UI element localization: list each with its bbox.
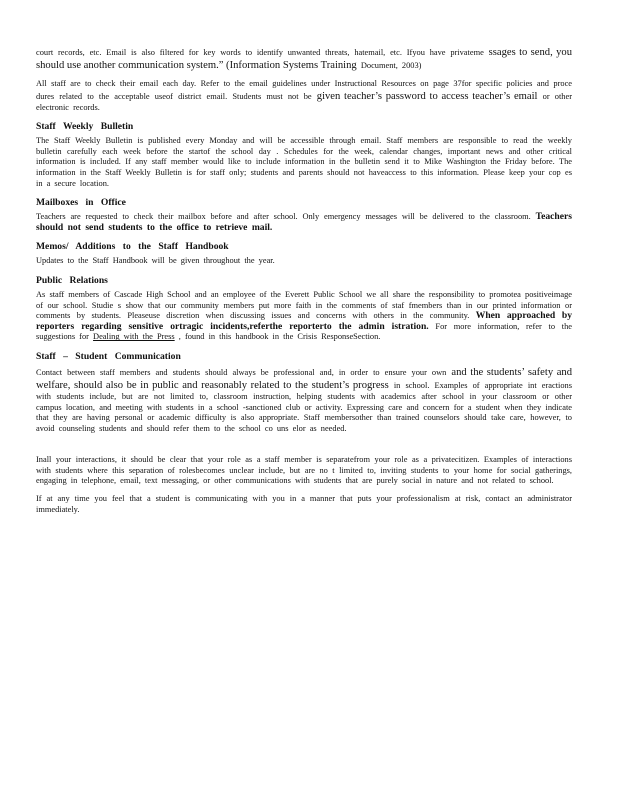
spacer bbox=[36, 441, 572, 455]
comm-text-large: and the students’ safety and welfare, should also be in public and reasonably related to the student’s progress bbox=[36, 366, 573, 391]
heading-memos: Memos/ Additions to the Staff Handbook bbox=[36, 241, 229, 253]
dealing-with-press-link[interactable]: Dealing with the Press bbox=[93, 332, 175, 342]
heading-mailboxes: Mailboxes in Office bbox=[36, 197, 126, 209]
heading-staff-student-communication: Staff – Student Communication bbox=[36, 350, 181, 362]
public-text: As staff members of Cascade High School and an employee of the Everett Public School we all share the responsibility to promotea positiveimage of our school. Studie s show that our community members put more faith in the comments of staf fmembers than in our printed information or comments by students. Pleaseuse discretion when discussing issues and concerns with others in the community. bbox=[36, 289, 572, 321]
comm-text-end: in school. Examples of appropriate int eractions with students include, but are not limited to, classroom instruction, helping students with academics after school in your classroom or other campus location, and meeting with students in a school -sanctioned club or activity. Expressing care and concern for a student when they indicate that they are having personal or academic difficulty is also appropriate. Staff membersother than trained counselors should take care, however, to avoid counseling students and should refer them to the school co uns elor as needed. bbox=[36, 380, 573, 433]
intro-text: court records, etc. Email is also filtered for key words to identify unwanted threats, hatemail, etc. Ifyou have privateme bbox=[36, 48, 489, 57]
paragraph-bulletin: The Staff Weekly Bulletin is published every Monday and will be accessible through email. Staff members are responsible to read the weekly bulletin carefully each week before the startof the school day . Schedules for the week, calendar changes, important news and other critical information is included. If any staff member would like to include information in the bulletin send it to Mike Washington the Friday before. The information in the Staff Weekly Bulletin is for staff only; students and parents should not haveaccess to this information. Please keep your cop es in a secure location. bbox=[36, 136, 572, 188]
document-page bbox=[36, 46, 572, 522]
paragraph-roles: Inall your interactions, it should be clear that your role as a staff member is separatefrom your role as a privatecitizen. Examples of interactions with students where this separation of rolesbecomes unclear include, but are no t limited to, inviting students to your home for social gatherings, engaging in telephone, email, text messaging, or other communications with students that are purely social in nature and not related to school. bbox=[36, 455, 572, 486]
heading-public-relations: Public Relations bbox=[36, 274, 108, 286]
paragraph-public-relations bbox=[36, 290, 572, 343]
heading-staff-weekly-bulletin: Staff Weekly Bulletin bbox=[36, 121, 134, 133]
email-text: All staff are to check their email each day. Refer to the email guidelines under Instructional Resources on page 37for specific policies and proce dures related to the acceptable useof district email. Students must not be bbox=[36, 79, 572, 101]
public-text-more: For more information, refer to the suggestions for bbox=[36, 321, 572, 342]
paragraph-memos: Updates to the Staff Handbook will be given throughout the year. bbox=[36, 256, 275, 266]
paragraph-communication bbox=[36, 366, 572, 434]
comm-text: Contact between staff members and students should always be professional and, in order to ensure your own bbox=[36, 367, 452, 377]
public-bold-text: When approached by reporters regarding sensitive ortragic incidents,referthe reporterto the admin istration. bbox=[36, 310, 572, 332]
mailboxes-text: Teachers are requested to check their mailbox before and after school. Only emergency messages will be delivered to the classroom. bbox=[36, 212, 536, 222]
paragraph-intro bbox=[36, 46, 572, 72]
paragraph-mailboxes bbox=[36, 212, 572, 233]
intro-citation: Document, 2003) bbox=[356, 61, 422, 70]
paragraph-email bbox=[36, 79, 572, 113]
public-text-end: , found in this handbook in the Crisis ResponseSection. bbox=[174, 332, 381, 342]
mailboxes-bold-text: Teachers should not send students to the office to retrieve mail. bbox=[36, 211, 572, 233]
email-text-large: given teacher’s password to access teacher’s email bbox=[316, 90, 538, 102]
email-text-end: or other electronic records. bbox=[36, 91, 573, 112]
intro-text-large: ssages to send, you should use another communication system.” (Information Systems Training bbox=[36, 47, 572, 71]
paragraph-risk: If at any time you feel that a student is communicating with you in a manner that puts your professionalism at risk, contact an administrator immediately. bbox=[36, 494, 572, 514]
